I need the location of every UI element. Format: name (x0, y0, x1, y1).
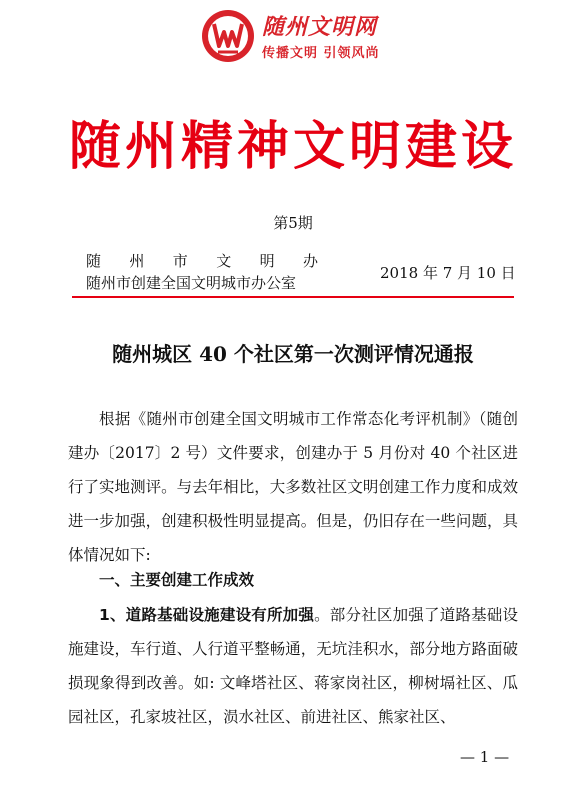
issuer-line-2: 随州市创建全国文明城市办公室 (86, 274, 297, 292)
wm-emblem-icon (200, 8, 256, 64)
article-title: 随州城区 40 个社区第一次测评情况通报 (112, 342, 474, 366)
paragraph-lead: 1、道路基础设施建设有所加强 (99, 606, 315, 624)
issue-number: 第5期 (273, 214, 313, 232)
section-heading-1: 一、主要创建工作成效 (99, 571, 255, 589)
paragraph-road-infrastructure (68, 598, 518, 734)
paragraph-intro: 根据《随州市创建全国文明城市工作常态化考评机制》（随创建办〔2017〕2 号）文件要求，创建办于 5 月份对 40 个社区进行了实地测评。与去年相比，大多数社区文明创建工作力度和成效进一步加强，创建积极性明显提高。但是，仍旧存在一些问题，具体情况如下: (68, 410, 518, 564)
issue-date: 2018 年 7 月 10 日 (380, 264, 516, 282)
issuer-line-1: 随 州 市 文 明 办 (86, 252, 318, 270)
site-logo (200, 8, 400, 64)
publication-title: 随州精神文明建设 (68, 116, 517, 177)
logo-slogan: 传播文明 引领风尚 (262, 46, 380, 61)
header-divider (72, 296, 514, 298)
logo-name: 随州文明网 (262, 15, 378, 40)
paragraph-body: 。部分社区加强了道路基础设施建设，车行道、人行道平整畅通，无坑洼积水，部分地方路面破损现象得到改善。如: 文峰塔社区、蒋家岗社区，柳树塥社区、瓜园社区，孔家坡社区，涢水社区、前进社区、熊家社区、 (68, 606, 518, 726)
page-number: — 1 — (460, 748, 510, 766)
